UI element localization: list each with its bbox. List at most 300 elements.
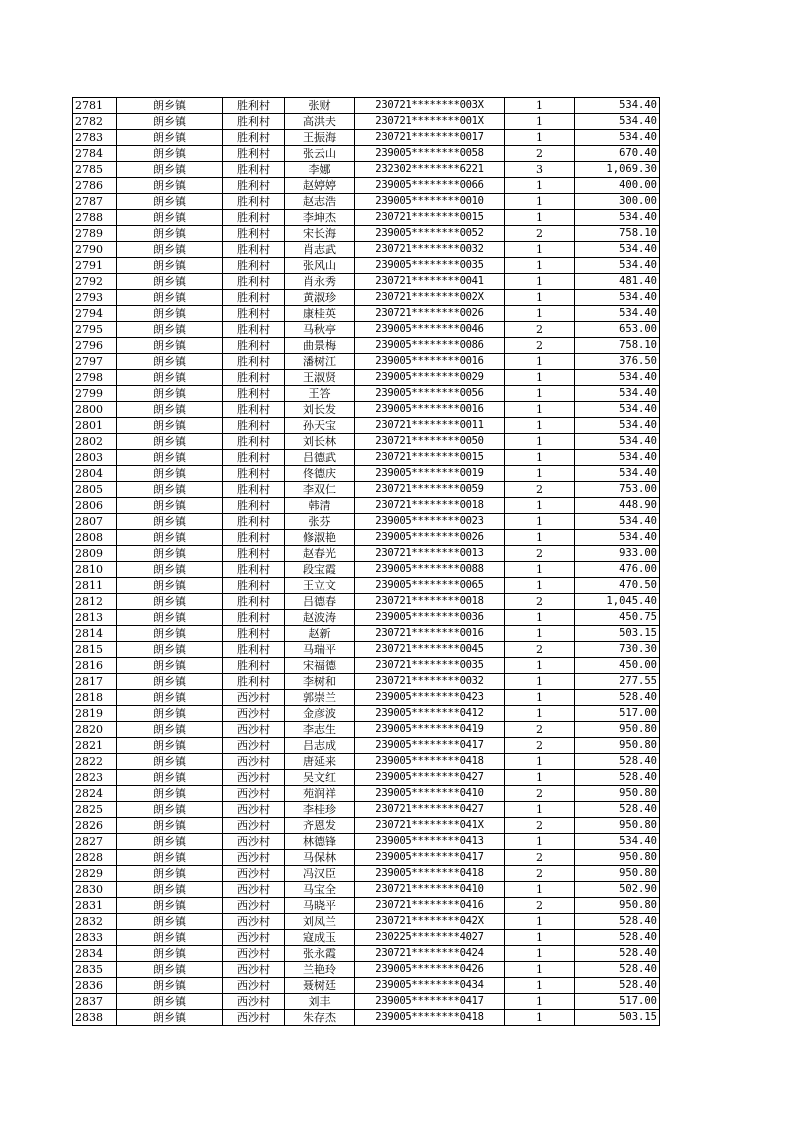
village-cell: 胜利村 bbox=[223, 370, 285, 386]
village-cell: 西沙村 bbox=[223, 946, 285, 962]
town-cell: 朗乡镇 bbox=[117, 754, 223, 770]
table-row bbox=[73, 690, 660, 706]
town-cell: 朗乡镇 bbox=[117, 658, 223, 674]
town-cell: 朗乡镇 bbox=[117, 882, 223, 898]
amount-cell: 534.40 bbox=[575, 370, 660, 386]
id-number-cell: 239005********0418 bbox=[355, 866, 505, 882]
id-number-cell: 239005********0036 bbox=[355, 610, 505, 626]
village-cell: 胜利村 bbox=[223, 402, 285, 418]
town-cell: 朗乡镇 bbox=[117, 466, 223, 482]
name-cell: 张风山 bbox=[285, 258, 355, 274]
row-number-cell: 2819 bbox=[73, 706, 117, 722]
row-number-cell: 2802 bbox=[73, 434, 117, 450]
id-number-cell: 239005********0423 bbox=[355, 690, 505, 706]
town-cell: 朗乡镇 bbox=[117, 786, 223, 802]
row-number-cell: 2788 bbox=[73, 210, 117, 226]
name-cell: 赵婷婷 bbox=[285, 178, 355, 194]
id-number-cell: 239005********0065 bbox=[355, 578, 505, 594]
town-cell: 朗乡镇 bbox=[117, 258, 223, 274]
household-count-cell: 1 bbox=[505, 690, 575, 706]
table-row bbox=[73, 194, 660, 210]
table-row bbox=[73, 770, 660, 786]
row-number-cell: 2808 bbox=[73, 530, 117, 546]
table-row bbox=[73, 626, 660, 642]
village-cell: 西沙村 bbox=[223, 706, 285, 722]
town-cell: 朗乡镇 bbox=[117, 930, 223, 946]
amount-cell: 503.15 bbox=[575, 626, 660, 642]
town-cell: 朗乡镇 bbox=[117, 514, 223, 530]
name-cell: 康桂英 bbox=[285, 306, 355, 322]
id-number-cell: 230721********0045 bbox=[355, 642, 505, 658]
household-count-cell: 3 bbox=[505, 162, 575, 178]
household-count-cell: 2 bbox=[505, 738, 575, 754]
household-count-cell: 1 bbox=[505, 802, 575, 818]
village-cell: 西沙村 bbox=[223, 882, 285, 898]
table-row bbox=[73, 706, 660, 722]
village-cell: 西沙村 bbox=[223, 786, 285, 802]
village-cell: 西沙村 bbox=[223, 1010, 285, 1026]
table-row bbox=[73, 354, 660, 370]
name-cell: 寇成玉 bbox=[285, 930, 355, 946]
town-cell: 朗乡镇 bbox=[117, 626, 223, 642]
amount-cell: 476.00 bbox=[575, 562, 660, 578]
village-cell: 西沙村 bbox=[223, 722, 285, 738]
amount-cell: 534.40 bbox=[575, 386, 660, 402]
table-row bbox=[73, 610, 660, 626]
town-cell: 朗乡镇 bbox=[117, 162, 223, 178]
town-cell: 朗乡镇 bbox=[117, 370, 223, 386]
amount-cell: 534.40 bbox=[575, 466, 660, 482]
name-cell: 赵志浩 bbox=[285, 194, 355, 210]
row-number-cell: 2830 bbox=[73, 882, 117, 898]
amount-cell: 950.80 bbox=[575, 818, 660, 834]
name-cell: 段宝霞 bbox=[285, 562, 355, 578]
village-cell: 胜利村 bbox=[223, 322, 285, 338]
amount-cell: 758.10 bbox=[575, 226, 660, 242]
household-count-cell: 1 bbox=[505, 578, 575, 594]
id-number-cell: 239005********0029 bbox=[355, 370, 505, 386]
id-number-cell: 230721********0032 bbox=[355, 674, 505, 690]
table-row bbox=[73, 242, 660, 258]
amount-cell: 950.80 bbox=[575, 898, 660, 914]
name-cell: 高洪夫 bbox=[285, 114, 355, 130]
village-cell: 胜利村 bbox=[223, 114, 285, 130]
name-cell: 刘凤兰 bbox=[285, 914, 355, 930]
name-cell: 聂树廷 bbox=[285, 978, 355, 994]
town-cell: 朗乡镇 bbox=[117, 306, 223, 322]
name-cell: 王立文 bbox=[285, 578, 355, 594]
row-number-cell: 2838 bbox=[73, 1010, 117, 1026]
town-cell: 朗乡镇 bbox=[117, 578, 223, 594]
household-count-cell: 1 bbox=[505, 386, 575, 402]
table-row bbox=[73, 914, 660, 930]
table-body bbox=[73, 98, 660, 1026]
name-cell: 马瑞平 bbox=[285, 642, 355, 658]
name-cell: 马保林 bbox=[285, 850, 355, 866]
id-number-cell: 239005********0066 bbox=[355, 178, 505, 194]
row-number-cell: 2813 bbox=[73, 610, 117, 626]
row-number-cell: 2828 bbox=[73, 850, 117, 866]
household-count-cell: 2 bbox=[505, 642, 575, 658]
table-row bbox=[73, 850, 660, 866]
town-cell: 朗乡镇 bbox=[117, 434, 223, 450]
amount-cell: 534.40 bbox=[575, 98, 660, 114]
id-number-cell: 230721********0013 bbox=[355, 546, 505, 562]
table-row bbox=[73, 178, 660, 194]
table-row bbox=[73, 290, 660, 306]
name-cell: 肖志武 bbox=[285, 242, 355, 258]
town-cell: 朗乡镇 bbox=[117, 674, 223, 690]
table-row bbox=[73, 978, 660, 994]
table-row bbox=[73, 738, 660, 754]
town-cell: 朗乡镇 bbox=[117, 498, 223, 514]
household-count-cell: 1 bbox=[505, 674, 575, 690]
amount-cell: 528.40 bbox=[575, 962, 660, 978]
village-cell: 西沙村 bbox=[223, 754, 285, 770]
name-cell: 金彦波 bbox=[285, 706, 355, 722]
town-cell: 朗乡镇 bbox=[117, 290, 223, 306]
household-count-cell: 2 bbox=[505, 546, 575, 562]
town-cell: 朗乡镇 bbox=[117, 562, 223, 578]
household-count-cell: 1 bbox=[505, 370, 575, 386]
name-cell: 李桂珍 bbox=[285, 802, 355, 818]
town-cell: 朗乡镇 bbox=[117, 114, 223, 130]
amount-cell: 950.80 bbox=[575, 850, 660, 866]
name-cell: 赵新 bbox=[285, 626, 355, 642]
name-cell: 王振海 bbox=[285, 130, 355, 146]
amount-cell: 950.80 bbox=[575, 738, 660, 754]
id-number-cell: 239005********0427 bbox=[355, 770, 505, 786]
village-cell: 胜利村 bbox=[223, 354, 285, 370]
household-count-cell: 1 bbox=[505, 450, 575, 466]
table-row bbox=[73, 226, 660, 242]
row-number-cell: 2816 bbox=[73, 658, 117, 674]
id-number-cell: 239005********0417 bbox=[355, 850, 505, 866]
row-number-cell: 2798 bbox=[73, 370, 117, 386]
id-number-cell: 230721********0424 bbox=[355, 946, 505, 962]
id-number-cell: 230721********042X bbox=[355, 914, 505, 930]
amount-cell: 517.00 bbox=[575, 994, 660, 1010]
row-number-cell: 2785 bbox=[73, 162, 117, 178]
village-cell: 胜利村 bbox=[223, 306, 285, 322]
village-cell: 西沙村 bbox=[223, 978, 285, 994]
household-count-cell: 1 bbox=[505, 1010, 575, 1026]
amount-cell: 534.40 bbox=[575, 210, 660, 226]
village-cell: 西沙村 bbox=[223, 914, 285, 930]
town-cell: 朗乡镇 bbox=[117, 834, 223, 850]
name-cell: 刘长发 bbox=[285, 402, 355, 418]
row-number-cell: 2827 bbox=[73, 834, 117, 850]
village-cell: 西沙村 bbox=[223, 898, 285, 914]
household-count-cell: 1 bbox=[505, 626, 575, 642]
row-number-cell: 2826 bbox=[73, 818, 117, 834]
town-cell: 朗乡镇 bbox=[117, 642, 223, 658]
table-row bbox=[73, 130, 660, 146]
table-row bbox=[73, 546, 660, 562]
amount-cell: 528.40 bbox=[575, 690, 660, 706]
amount-cell: 400.00 bbox=[575, 178, 660, 194]
household-count-cell: 1 bbox=[505, 258, 575, 274]
id-number-cell: 239005********0418 bbox=[355, 754, 505, 770]
town-cell: 朗乡镇 bbox=[117, 802, 223, 818]
amount-cell: 534.40 bbox=[575, 402, 660, 418]
table-row bbox=[73, 642, 660, 658]
household-count-cell: 1 bbox=[505, 210, 575, 226]
row-number-cell: 2807 bbox=[73, 514, 117, 530]
id-number-cell: 230721********0016 bbox=[355, 626, 505, 642]
name-cell: 黄淑珍 bbox=[285, 290, 355, 306]
village-cell: 胜利村 bbox=[223, 498, 285, 514]
row-number-cell: 2810 bbox=[73, 562, 117, 578]
table-row bbox=[73, 498, 660, 514]
amount-cell: 534.40 bbox=[575, 834, 660, 850]
amount-cell: 758.10 bbox=[575, 338, 660, 354]
row-number-cell: 2799 bbox=[73, 386, 117, 402]
table-row bbox=[73, 146, 660, 162]
row-number-cell: 2817 bbox=[73, 674, 117, 690]
village-cell: 胜利村 bbox=[223, 562, 285, 578]
town-cell: 朗乡镇 bbox=[117, 450, 223, 466]
amount-cell: 534.40 bbox=[575, 114, 660, 130]
household-count-cell: 1 bbox=[505, 498, 575, 514]
row-number-cell: 2825 bbox=[73, 802, 117, 818]
village-cell: 胜利村 bbox=[223, 578, 285, 594]
household-count-cell: 2 bbox=[505, 338, 575, 354]
row-number-cell: 2829 bbox=[73, 866, 117, 882]
town-cell: 朗乡镇 bbox=[117, 978, 223, 994]
table-row bbox=[73, 562, 660, 578]
row-number-cell: 2781 bbox=[73, 98, 117, 114]
id-number-cell: 239005********0056 bbox=[355, 386, 505, 402]
name-cell: 刘长林 bbox=[285, 434, 355, 450]
town-cell: 朗乡镇 bbox=[117, 354, 223, 370]
amount-cell: 300.00 bbox=[575, 194, 660, 210]
id-number-cell: 230721********002X bbox=[355, 290, 505, 306]
table-row bbox=[73, 338, 660, 354]
household-count-cell: 1 bbox=[505, 754, 575, 770]
id-number-cell: 239005********0418 bbox=[355, 1010, 505, 1026]
household-count-cell: 1 bbox=[505, 562, 575, 578]
household-count-cell: 1 bbox=[505, 274, 575, 290]
town-cell: 朗乡镇 bbox=[117, 866, 223, 882]
name-cell: 刘丰 bbox=[285, 994, 355, 1010]
row-number-cell: 2814 bbox=[73, 626, 117, 642]
village-cell: 西沙村 bbox=[223, 930, 285, 946]
town-cell: 朗乡镇 bbox=[117, 738, 223, 754]
id-number-cell: 239005********0010 bbox=[355, 194, 505, 210]
amount-cell: 534.40 bbox=[575, 242, 660, 258]
id-number-cell: 239005********0016 bbox=[355, 402, 505, 418]
row-number-cell: 2834 bbox=[73, 946, 117, 962]
table-row bbox=[73, 882, 660, 898]
household-count-cell: 1 bbox=[505, 434, 575, 450]
id-number-cell: 230721********0416 bbox=[355, 898, 505, 914]
name-cell: 韩清 bbox=[285, 498, 355, 514]
id-number-cell: 230721********0041 bbox=[355, 274, 505, 290]
household-count-cell: 1 bbox=[505, 194, 575, 210]
name-cell: 赵春光 bbox=[285, 546, 355, 562]
row-number-cell: 2804 bbox=[73, 466, 117, 482]
table-row bbox=[73, 578, 660, 594]
household-count-cell: 2 bbox=[505, 786, 575, 802]
name-cell: 吕德武 bbox=[285, 450, 355, 466]
town-cell: 朗乡镇 bbox=[117, 530, 223, 546]
id-number-cell: 239005********0046 bbox=[355, 322, 505, 338]
table-row bbox=[73, 370, 660, 386]
town-cell: 朗乡镇 bbox=[117, 962, 223, 978]
household-count-cell: 1 bbox=[505, 834, 575, 850]
name-cell: 潘树江 bbox=[285, 354, 355, 370]
row-number-cell: 2797 bbox=[73, 354, 117, 370]
table-row bbox=[73, 98, 660, 114]
amount-cell: 534.40 bbox=[575, 514, 660, 530]
village-cell: 胜利村 bbox=[223, 658, 285, 674]
village-cell: 西沙村 bbox=[223, 962, 285, 978]
town-cell: 朗乡镇 bbox=[117, 914, 223, 930]
row-number-cell: 2790 bbox=[73, 242, 117, 258]
village-cell: 胜利村 bbox=[223, 450, 285, 466]
household-count-cell: 2 bbox=[505, 722, 575, 738]
id-number-cell: 239005********0019 bbox=[355, 466, 505, 482]
town-cell: 朗乡镇 bbox=[117, 210, 223, 226]
table-row bbox=[73, 386, 660, 402]
town-cell: 朗乡镇 bbox=[117, 722, 223, 738]
id-number-cell: 239005********0412 bbox=[355, 706, 505, 722]
village-cell: 西沙村 bbox=[223, 834, 285, 850]
amount-cell: 950.80 bbox=[575, 722, 660, 738]
village-cell: 胜利村 bbox=[223, 642, 285, 658]
table-row bbox=[73, 114, 660, 130]
town-cell: 朗乡镇 bbox=[117, 610, 223, 626]
name-cell: 王答 bbox=[285, 386, 355, 402]
name-cell: 修淑艳 bbox=[285, 530, 355, 546]
name-cell: 郭崇兰 bbox=[285, 690, 355, 706]
household-count-cell: 1 bbox=[505, 514, 575, 530]
row-number-cell: 2784 bbox=[73, 146, 117, 162]
amount-cell: 534.40 bbox=[575, 290, 660, 306]
household-count-cell: 1 bbox=[505, 610, 575, 626]
row-number-cell: 2815 bbox=[73, 642, 117, 658]
name-cell: 朱存杰 bbox=[285, 1010, 355, 1026]
name-cell: 宋福德 bbox=[285, 658, 355, 674]
town-cell: 朗乡镇 bbox=[117, 706, 223, 722]
table-row bbox=[73, 962, 660, 978]
village-cell: 胜利村 bbox=[223, 290, 285, 306]
table-row bbox=[73, 946, 660, 962]
id-number-cell: 239005********0052 bbox=[355, 226, 505, 242]
id-number-cell: 239005********0434 bbox=[355, 978, 505, 994]
table-row bbox=[73, 514, 660, 530]
village-cell: 胜利村 bbox=[223, 546, 285, 562]
amount-cell: 450.75 bbox=[575, 610, 660, 626]
table-row bbox=[73, 658, 660, 674]
amount-cell: 653.00 bbox=[575, 322, 660, 338]
table-row bbox=[73, 802, 660, 818]
household-count-cell: 2 bbox=[505, 322, 575, 338]
id-number-cell: 239005********0026 bbox=[355, 530, 505, 546]
town-cell: 朗乡镇 bbox=[117, 338, 223, 354]
amount-cell: 753.00 bbox=[575, 482, 660, 498]
id-number-cell: 239005********0023 bbox=[355, 514, 505, 530]
table-row bbox=[73, 898, 660, 914]
row-number-cell: 2822 bbox=[73, 754, 117, 770]
household-count-cell: 2 bbox=[505, 482, 575, 498]
row-number-cell: 2789 bbox=[73, 226, 117, 242]
row-number-cell: 2823 bbox=[73, 770, 117, 786]
row-number-cell: 2836 bbox=[73, 978, 117, 994]
id-number-cell: 239005********0410 bbox=[355, 786, 505, 802]
table-row bbox=[73, 418, 660, 434]
household-count-cell: 2 bbox=[505, 146, 575, 162]
town-cell: 朗乡镇 bbox=[117, 146, 223, 162]
row-number-cell: 2793 bbox=[73, 290, 117, 306]
id-number-cell: 239005********0016 bbox=[355, 354, 505, 370]
name-cell: 兰艳玲 bbox=[285, 962, 355, 978]
table-row bbox=[73, 994, 660, 1010]
village-cell: 胜利村 bbox=[223, 130, 285, 146]
village-cell: 胜利村 bbox=[223, 610, 285, 626]
household-count-cell: 1 bbox=[505, 994, 575, 1010]
row-number-cell: 2821 bbox=[73, 738, 117, 754]
table-row bbox=[73, 818, 660, 834]
id-number-cell: 230721********0018 bbox=[355, 594, 505, 610]
table-row bbox=[73, 258, 660, 274]
row-number-cell: 2806 bbox=[73, 498, 117, 514]
name-cell: 张芬 bbox=[285, 514, 355, 530]
table-row bbox=[73, 594, 660, 610]
amount-cell: 534.40 bbox=[575, 306, 660, 322]
amount-cell: 670.40 bbox=[575, 146, 660, 162]
village-cell: 西沙村 bbox=[223, 770, 285, 786]
name-cell: 宋长海 bbox=[285, 226, 355, 242]
village-cell: 西沙村 bbox=[223, 818, 285, 834]
row-number-cell: 2783 bbox=[73, 130, 117, 146]
town-cell: 朗乡镇 bbox=[117, 274, 223, 290]
household-count-cell: 2 bbox=[505, 866, 575, 882]
name-cell: 张永霞 bbox=[285, 946, 355, 962]
name-cell: 王淑贤 bbox=[285, 370, 355, 386]
name-cell: 唐延来 bbox=[285, 754, 355, 770]
id-number-cell: 239005********0417 bbox=[355, 994, 505, 1010]
row-number-cell: 2820 bbox=[73, 722, 117, 738]
village-cell: 西沙村 bbox=[223, 738, 285, 754]
amount-cell: 534.40 bbox=[575, 450, 660, 466]
name-cell: 齐恩发 bbox=[285, 818, 355, 834]
name-cell: 佟德庆 bbox=[285, 466, 355, 482]
row-number-cell: 2792 bbox=[73, 274, 117, 290]
amount-cell: 528.40 bbox=[575, 754, 660, 770]
row-number-cell: 2782 bbox=[73, 114, 117, 130]
amount-cell: 534.40 bbox=[575, 434, 660, 450]
table-row bbox=[73, 210, 660, 226]
id-number-cell: 230721********001X bbox=[355, 114, 505, 130]
table-row bbox=[73, 466, 660, 482]
household-count-cell: 2 bbox=[505, 898, 575, 914]
table-row bbox=[73, 786, 660, 802]
village-cell: 胜利村 bbox=[223, 482, 285, 498]
id-number-cell: 239005********0035 bbox=[355, 258, 505, 274]
table-row bbox=[73, 306, 660, 322]
household-count-cell: 2 bbox=[505, 226, 575, 242]
name-cell: 李坤杰 bbox=[285, 210, 355, 226]
row-number-cell: 2805 bbox=[73, 482, 117, 498]
town-cell: 朗乡镇 bbox=[117, 322, 223, 338]
id-number-cell: 230721********003X bbox=[355, 98, 505, 114]
amount-cell: 528.40 bbox=[575, 914, 660, 930]
household-count-cell: 1 bbox=[505, 354, 575, 370]
town-cell: 朗乡镇 bbox=[117, 386, 223, 402]
village-cell: 胜利村 bbox=[223, 434, 285, 450]
